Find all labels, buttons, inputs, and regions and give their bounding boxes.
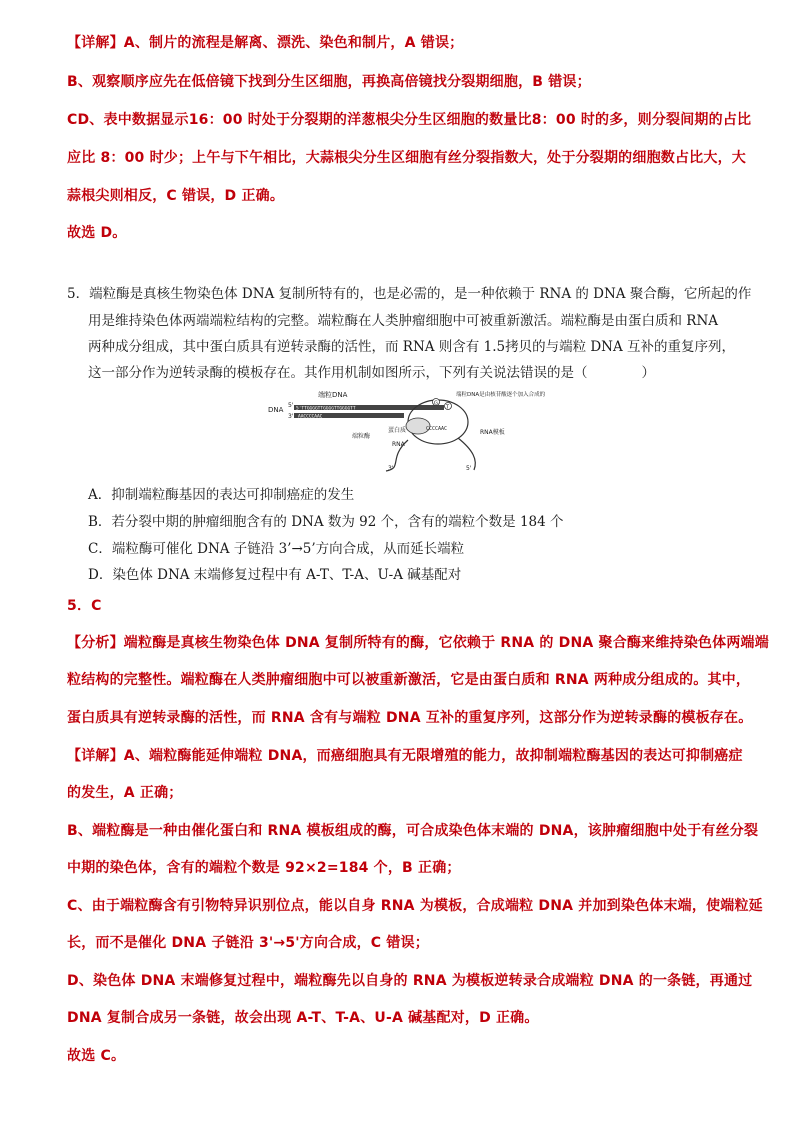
detail-line-8: DNA 复制合成另一条链，故会出现 A-T、T-A、U-A 碱基配对，D 正确。 bbox=[67, 1010, 539, 1026]
diagram-label-3prime-bottom: 3' bbox=[388, 465, 394, 472]
option-a: A．抑制端粒酶基因的表达可抑制癌症的发生 bbox=[88, 487, 355, 503]
answer-conclusion: 故选 C。 bbox=[67, 1048, 126, 1064]
option-d: D．染色体 DNA 末端修复过程中有 A-T、T-A、U-A 碱基配对 bbox=[88, 567, 462, 583]
question-line-3: 两种成分组成，其中蛋白质具有逆转录酶的活性，而 RNA 则含有 1.5拷贝的与端粒 DNA 互补的重复序列， bbox=[88, 339, 736, 355]
detail-line-5: C、由于端粒酶含有引物特异识别位点，能以自身 RNA 为模板，合成端粒 DNA 并加到染色体末端，使端粒延 bbox=[67, 898, 763, 914]
diagram-label-5prime-bottom: 5' bbox=[466, 465, 472, 472]
diagram-label-dna: DNA bbox=[268, 406, 284, 414]
answer-heading: 5．C bbox=[67, 598, 102, 614]
diagram-label-telomerase: 端粒酶 bbox=[352, 433, 371, 440]
analysis-line-1: 【分析】端粒酶是真核生物染色体 DNA 复制所特有的酶，它依赖于 RNA 的 DNA 聚合酶来维持染色体两端端 bbox=[67, 635, 769, 651]
option-c: C．端粒酶可催化 DNA 子链沿 3’→5’方向合成，从而延长端粒 bbox=[88, 541, 465, 557]
telomerase-mechanism-diagram bbox=[268, 388, 546, 472]
prev-explanation-line-2: B、观察顺序应先在低倍镜下找到分生区细胞，再换高倍镜找分裂期细胞，B 错误； bbox=[67, 74, 591, 90]
sequence-bottom: AACCCCAAC bbox=[298, 414, 323, 420]
prev-explanation-line-5: 蒜根尖则相反，C 错误，D 正确。 bbox=[67, 188, 285, 204]
diagram-note: 端粒DNA是由核苷酸逐个加入合成的 bbox=[456, 392, 546, 398]
nucleotide-g-label: G bbox=[434, 400, 438, 407]
sequence-top: 5'TTGGGGTTGGGGTTGGGGTT bbox=[296, 406, 356, 412]
diagram-label-5prime-left: 5' bbox=[288, 402, 294, 409]
analysis-line-2: 粒结构的完整性。端粒酶在人类肿瘤细胞中可以被重新激活，它是由蛋白质和 RNA 两种成分组成的。其中， bbox=[67, 672, 751, 688]
option-b: B．若分裂中期的肿瘤细胞含有的 DNA 数为 92 个，含有的端粒个数是 184 个 bbox=[88, 514, 564, 530]
prev-explanation-line-4: 应比 8：00 时少；上午与下午相比，大蒜根尖分生区细胞有丝分裂指数大，处于分裂期的细胞数占比大，大 bbox=[67, 150, 746, 166]
detail-line-6: 长，而不是催化 DNA 子链沿 3'→5'方向合成，C 错误； bbox=[67, 935, 429, 951]
prev-explanation-line-1: 【详解】A、制片的流程是解离、漂洗、染色和制片，A 错误； bbox=[67, 35, 464, 51]
detail-line-7: D、染色体 DNA 末端修复过程中，端粒酶先以自身的 RNA 为模板逆转录合成端粒 DNA 的一条链，再通过 bbox=[67, 973, 753, 989]
prev-explanation-line-3: CD、表中数据显示16：00 时处于分裂期的洋葱根尖分生区细胞的数量比8：00 时的多，则分裂间期的占比 bbox=[67, 112, 752, 128]
question-line-4: 这一部分作为逆转录酶的模板存在。其作用机制如图所示，下列有关说法错误的是（ ） bbox=[88, 365, 655, 381]
diagram-label-protein: 蛋白质 bbox=[388, 427, 407, 434]
diagram-label-telomere-dna: 端粒DNA bbox=[318, 391, 348, 399]
detail-line-2: 的发生，A 正确； bbox=[67, 785, 183, 801]
nucleotide-t-label: T bbox=[446, 404, 450, 411]
diagram-label-3prime-left: 3' bbox=[288, 413, 294, 420]
question-line-1: 5．端粒酶是真核生物染色体 DNA 复制所特有的，也是必需的，是一种依赖于 RNA 的 DNA 聚合酶，它所起的作 bbox=[67, 286, 752, 302]
rna-sequence: CCCCAAC bbox=[426, 426, 448, 432]
diagram-label-rna: RNA bbox=[392, 441, 405, 448]
detail-line-4: 中期的染色体，含有的端粒个数是 92×2=184 个，B 正确； bbox=[67, 860, 461, 876]
analysis-line-3: 蛋白质具有逆转录酶的活性，而 RNA 含有与端粒 DNA 互补的重复序列，这部分作为逆转录酶的模板存在。 bbox=[67, 710, 753, 726]
detail-line-3: B、端粒酶是一种由催化蛋白和 RNA 模板组成的酶，可合成染色体末端的 DNA，该肿瘤细胞中处于有丝分裂 bbox=[67, 823, 759, 839]
question-line-2: 用是维持染色体两端端粒结构的完整。端粒酶在人类肿瘤细胞中可被重新激活。端粒酶是由蛋白质和 RNA bbox=[88, 313, 719, 329]
prev-conclusion: 故选 D。 bbox=[67, 225, 127, 241]
detail-line-1: 【详解】A、端粒酶能延伸端粒 DNA，而癌细胞具有无限增殖的能力，故抑制端粒酶基因的表达可抑制癌症 bbox=[67, 748, 743, 764]
diagram-label-rna-template: RNA模板 bbox=[480, 429, 505, 436]
